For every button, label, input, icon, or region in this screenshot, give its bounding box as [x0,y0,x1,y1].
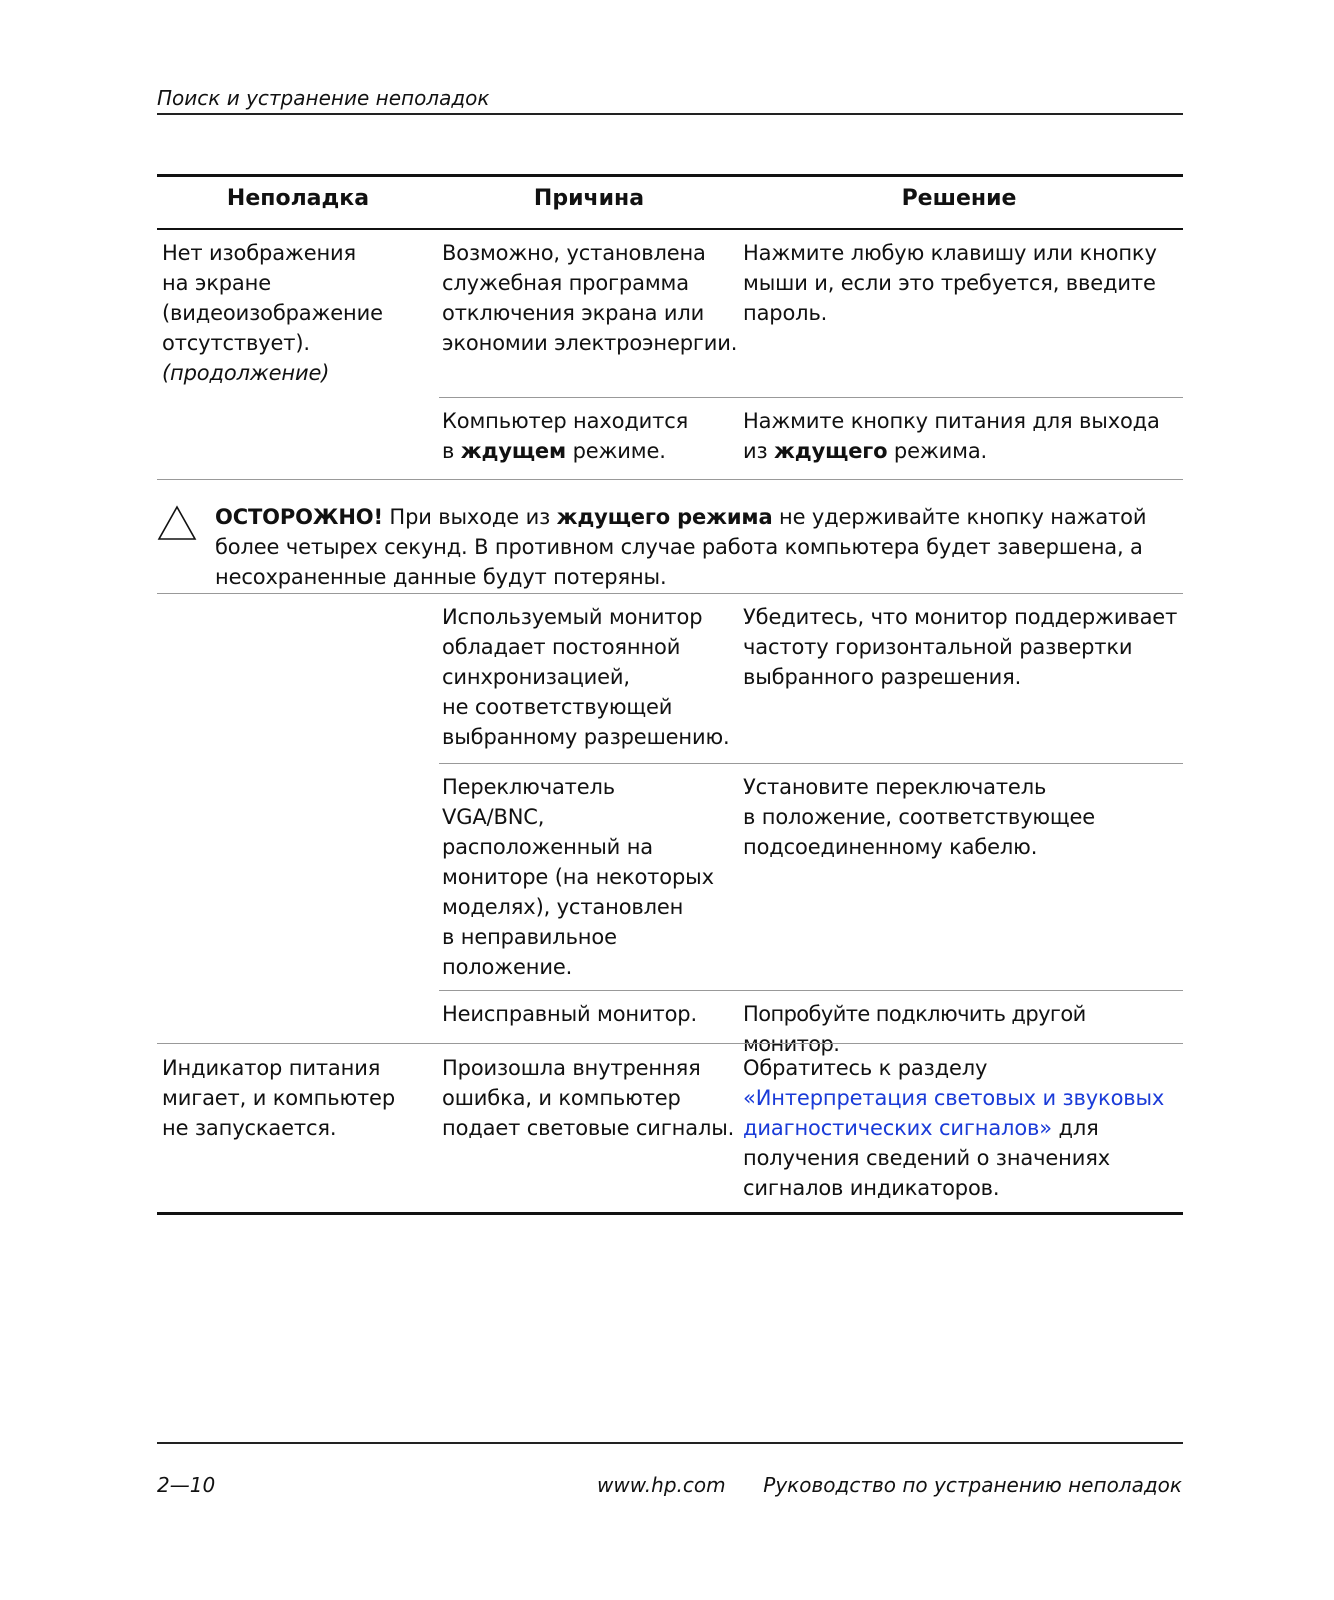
problem-no-image-text: Нет изображения на экране (видеоизображение отсутствует). [162,241,383,355]
row-divider [157,1043,1183,1044]
table-top-rule [157,174,1183,177]
solution-power-bold: ждущего [774,439,888,463]
diagnostic-signals-link[interactable]: «Интерпретация световых и звуковых диагностических сигналов» [743,1086,1165,1140]
table-header-rule [157,228,1183,230]
cause-standby-bold: ждущем [460,439,567,463]
caution-label: ОСТОРОЖНО! [215,505,383,529]
caution-text-pre: При выходе из [382,505,557,529]
cause-standby [442,406,738,466]
caution-triangle-icon [157,505,197,541]
column-header-cause: Причина [533,186,645,211]
solution-press-key: Нажмите любую клавишу или кнопку мыши и, если это требуется, введите пароль. [743,241,1157,325]
solution-power-text-post: режима. [887,439,988,463]
cause-faulty-monitor: Неисправный монитор. [442,1002,697,1026]
table-bottom-rule [157,1212,1183,1215]
row-divider [439,990,1183,991]
column-header-solution: Решение [901,186,1017,211]
cause-internal-error: Произошла внутренняя ошибка, и компьютер подает световые сигналы. [442,1056,735,1140]
solution-try-other-monitor: Попробуйте подключить другой монитор. [743,1002,1086,1056]
header-rule [157,113,1183,115]
solution-power-button [743,406,1183,466]
row-divider [157,593,1183,594]
problem-power-led-blinks: Индикатор питания мигает, и компьютер не запускается. [162,1056,396,1140]
solution-check-frequency: Убедитесь, что монитор поддерживает частоту горизонтальной развертки выбранного разрешения. [743,605,1178,689]
row-divider [439,763,1183,764]
solution-see-diagnostics [743,1053,1183,1203]
cause-fixed-sync: Используемый монитор обладает постоянной синхронизацией, не соответствующей выбранному разрешению. [442,605,730,749]
page-number: 2—10 [157,1473,216,1497]
cause-screen-saver: Возможно, установлена служебная программа отключения экрана или экономии электроэнергии. [442,241,738,355]
running-header-title: Поиск и устранение неполадок [157,86,490,110]
caution-note [215,502,1175,592]
caution-text-post: не удерживайте кнопку нажатой более четырех секунд. В противном случае работа компьютера будет завершена, а несохраненные данные будут потеряны. [215,505,1147,589]
cause-standby-text-post: режиме. [566,439,666,463]
problem-continued-note: (продолжение) [162,361,330,385]
row-divider [439,397,1183,398]
solution-set-switch: Установите переключатель в положение, соответствующее подсоединенному кабелю. [743,775,1096,859]
solution-diagnostics-text-pre: Обратитесь к разделу [743,1056,988,1080]
cause-standby-text-pre: Компьютер находится в [442,409,689,463]
footer-manual-title: Руководство по устранению неполадок [763,1473,1182,1497]
solution-diagnostics-text-post: для получения сведений о значениях сигналов индикаторов. [743,1116,1110,1200]
cause-vga-bnc-switch: Переключатель VGA/BNC, расположенный на мониторе (на некоторых моделях), установлен в неправильное положение. [442,775,714,979]
caution-bold-term: ждущего режима [556,505,773,529]
column-header-problem: Неполадка [226,186,370,211]
row-divider [157,479,1183,480]
problem-no-image [162,238,432,388]
footer-rule [157,1442,1183,1444]
solution-power-text-pre: Нажмите кнопку питания для выхода из [743,409,1160,463]
footer-url: www.hp.com [597,1473,726,1497]
